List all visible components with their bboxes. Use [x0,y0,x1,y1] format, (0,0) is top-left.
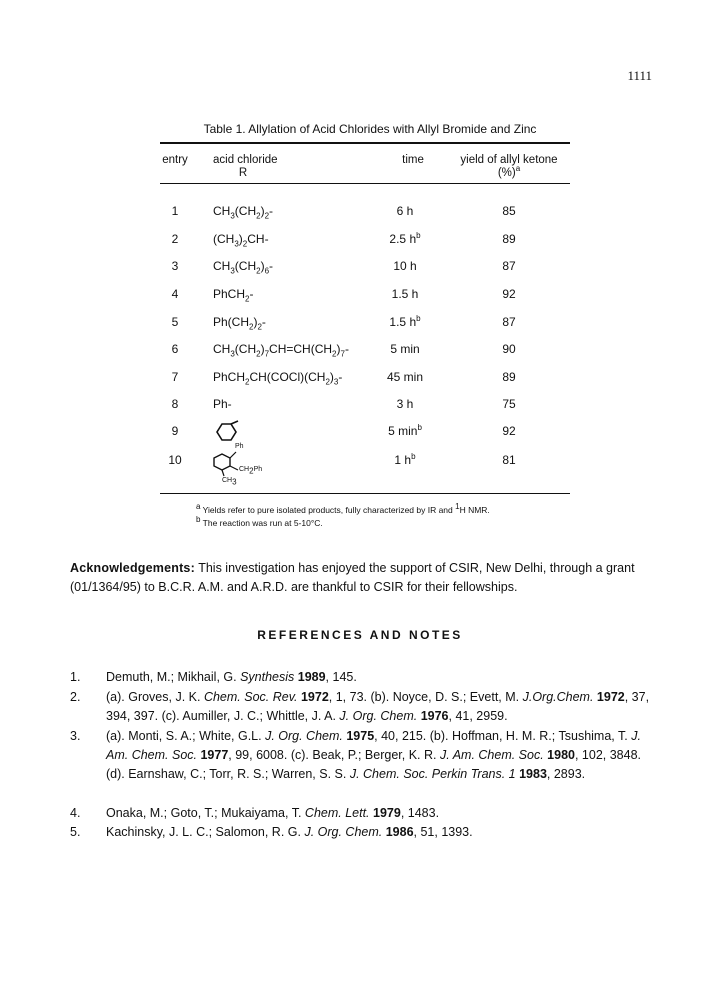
row-time: 10 h [393,259,417,273]
table-bottom-rule [160,493,570,494]
row-yield: 92 [502,424,516,438]
table-row [160,258,570,282]
table-row [160,231,570,255]
row-time: 6 h [396,204,414,218]
references-heading: REFERENCES AND NOTES [257,628,463,642]
row-yield: 90 [502,342,516,356]
acknowledgements [70,559,655,597]
table-top-rule [160,142,570,144]
row-entry: 10 [168,453,182,467]
row-yield: 85 [502,204,516,218]
row-yield: 87 [502,315,516,329]
row-time: 5 $\min^b$ [388,423,422,438]
row-r-group: $CH_3(CH_2)_2-$ [213,204,274,221]
footnote-a: $^a$ Yields refer to pure isolated products, fully characterized by IR and $^1$H NMR. [196,502,490,515]
table-row [160,396,570,420]
row-entry: 8 [171,397,179,411]
row-r-group: $(CH_3)_2CH-$ [213,232,269,249]
row-entry: 6 [171,342,179,356]
table-header-rule [160,183,570,184]
table-row [160,314,570,338]
footnote-b: $^b$ The reaction was run at 5-10°C. [196,515,323,528]
table-row [160,286,570,310]
row-time: 45 min [386,370,424,384]
table-row [160,203,570,227]
row-yield: 92 [502,287,516,301]
row-yield: 87 [502,259,516,273]
row-yield: 81 [502,453,516,467]
row-time: 1.5 $h^b$ [389,314,421,329]
substituted-cyclohexyl-structure [208,442,278,486]
row-time: 5 min [390,342,420,356]
acknowledgements-label: Acknowledgements: [70,561,195,575]
row-time: 2.5 $h^b$ [389,231,421,246]
row-yield: 75 [502,397,516,411]
row-entry: 9 [171,424,179,438]
row-entry: 7 [171,370,179,384]
table-row [160,341,570,365]
header-r: R [238,167,248,179]
header-acid-chloride: acid chloride [213,154,278,166]
row-time: 3 h [396,397,414,411]
page-number: 1111 [627,68,652,83]
row-time: 1 $h^b$ [394,452,416,467]
benzyl-label: $CH_2Ph$ [239,466,263,476]
header-time: time [402,154,424,166]
row-entry: 2 [171,232,179,246]
row-entry: 5 [171,315,179,329]
row-entry: 4 [171,287,179,301]
row-r-group: $CH_3(CH_2)_7CH=CH(CH_2)_7-$ [213,342,349,359]
acknowledgements-text: This investigation has enjoyed the support of CSIR, New Delhi, through a grant (01/1364/95) to B.C.R. A.M. and A.R.D. are thankful to CSIR for their fellowships. [70,561,635,594]
row-r-group: PhCH$_2$- [213,287,254,304]
row-yield: 89 [502,232,516,246]
row-entry: 3 [171,259,179,273]
row-r-group: $PhCH_2CH(COCl)(CH_2)_3-$ [213,370,343,387]
row-r-group: Ph- [213,397,232,411]
header-yield-unit: (%)$^a$ [497,164,521,179]
phenyl-label: Ph [235,443,244,450]
row-entry: 1 [171,204,179,218]
methyl-label: $CH_3$ [222,477,237,487]
header-yield: yield of allyl ketone [460,154,558,166]
row-time: 1.5 h [391,287,419,301]
row-r-group: $Ph(CH_2)_2-$ [213,315,266,332]
table-caption: Table 1. Allylation of Acid Chlorides with Allyl Bromide and Zinc [203,122,537,136]
header-entry: entry [162,154,188,166]
row-yield: 89 [502,370,516,384]
table-row [160,369,570,393]
row-r-group: $CH_3(CH_2)_6-$ [213,259,274,276]
